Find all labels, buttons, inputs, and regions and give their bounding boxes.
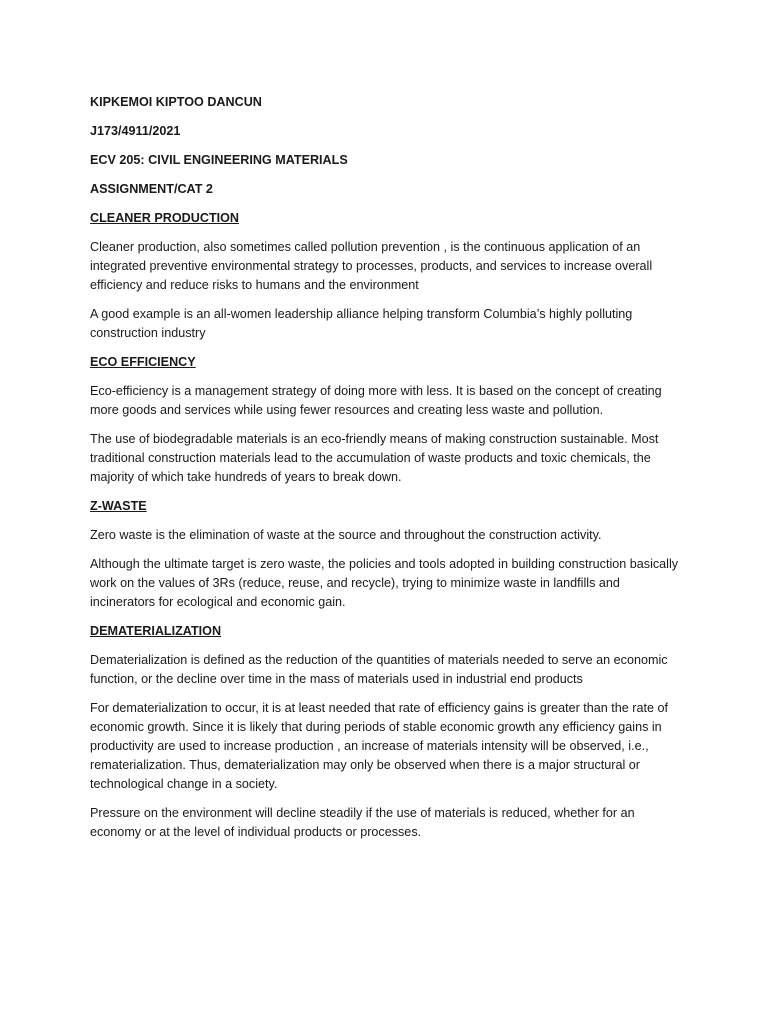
- paragraph: A good example is an all-women leadership alliance helping transform Columbia’s highly polluting construction industry: [90, 307, 633, 340]
- section-heading-cleaner-production: CLEANER PRODUCTION: [90, 211, 240, 225]
- section-heading-dematerialization: DEMATERIALIZATION: [90, 624, 222, 638]
- author-name: KIPKEMOI KIPTOO DANCUN: [90, 95, 262, 109]
- paragraph: For dematerialization to occur, it is at least needed that rate of efficiency gains is greater than the rate of economic growth. Since it is likely that during periods of stable economic growth any efficiency gains in productivity are used to increase production , an increase of materials intensity will be observed, i.e., rematerialization. Thus, dematerialization may only be observed when there is a major structural or technological change in a society.: [90, 701, 669, 791]
- section-heading-eco-efficiency: ECO EFFICIENCY: [90, 355, 196, 369]
- paragraph: Pressure on the environment will decline steadily if the use of materials is reduced, whether for an economy or at the level of individual products or processes.: [90, 806, 635, 839]
- paragraph: Zero waste is the elimination of waste at the source and throughout the construction activity.: [90, 528, 602, 542]
- paragraph: Although the ultimate target is zero waste, the policies and tools adopted in building construction basically work on the values of 3Rs (reduce, reuse, and recycle), trying to minimize waste in landfills and incinerators for ecological and economic gain.: [90, 557, 679, 609]
- assignment-title: ASSIGNMENT/CAT 2: [90, 182, 213, 196]
- registration-number: J173/4911/2021: [90, 124, 181, 138]
- section-heading-z-waste: Z-WASTE: [90, 499, 147, 513]
- paragraph: Eco-efficiency is a management strategy of doing more with less. It is based on the concept of creating more goods and services while using fewer resources and creating less waste and pollution.: [90, 384, 662, 417]
- paragraph: Cleaner production, also sometimes called pollution prevention , is the continuous application of an integrated preventive environmental strategy to processes, products, and services to increase overall efficiency and reduce risks to humans and the environment: [90, 240, 653, 292]
- paragraph: Dematerialization is defined as the reduction of the quantities of materials needed to serve an economic function, or the decline over time in the mass of materials used in industrial end products: [90, 653, 668, 686]
- paragraph: The use of biodegradable materials is an eco-friendly means of making construction sustainable. Most traditional construction materials lead to the accumulation of waste products and toxic chemicals, the majority of which take hundreds of years to break down.: [90, 432, 659, 484]
- course-title: ECV 205: CIVIL ENGINEERING MATERIALS: [90, 153, 348, 167]
